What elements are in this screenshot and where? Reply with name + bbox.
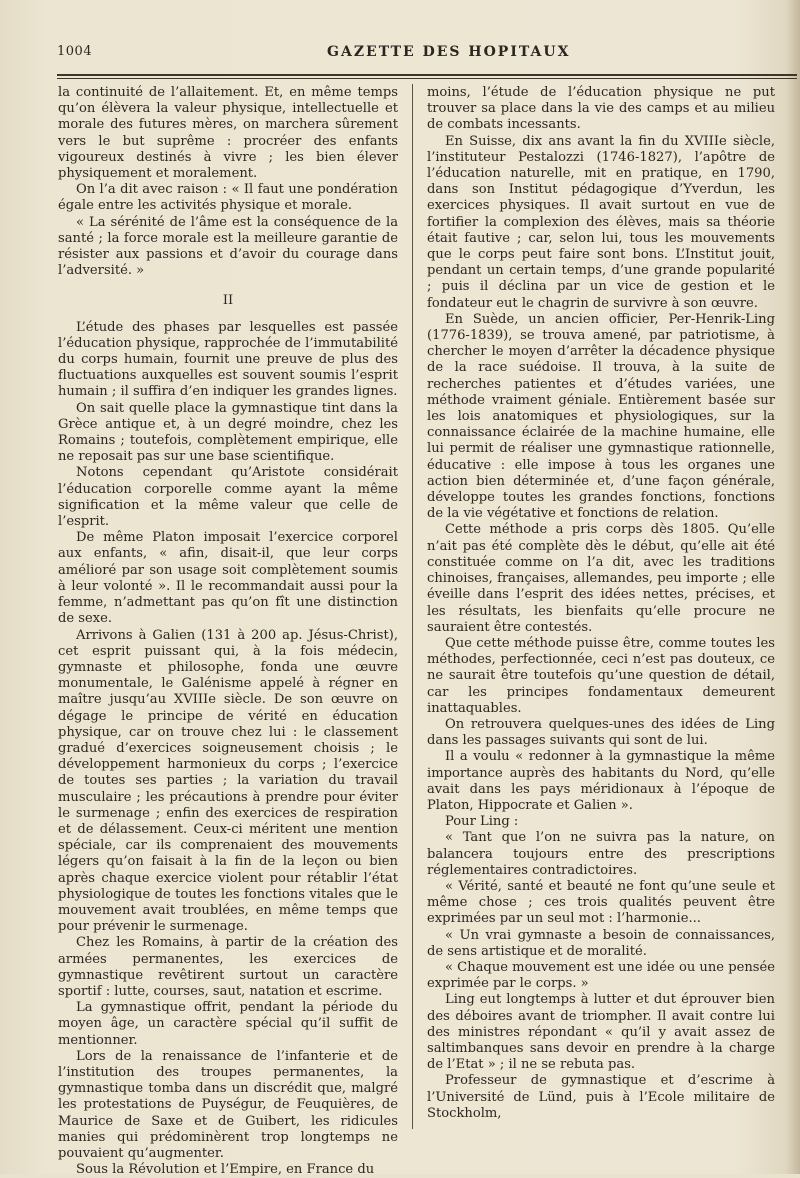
paragraph: De même Platon imposait l’exercice corporel aux enfants, « afin, disait-il, que leur corps amélioré par son usage soit complètement soumis à leur volonté ». Il le recommandait aussi pour la femme, n’admettant pas qu’on fît une distinction de sexe.: [58, 530, 398, 627]
paragraph: Chez les Romains, à partir de la création des armées permanentes, les exercices de gymnastique revêtirent surtout un caractère sportif : lutte, courses, saut, natation et escrime.: [58, 935, 398, 999]
header-rule-thick: [57, 74, 797, 76]
right-column: [427, 85, 775, 1122]
paragraph: En Suisse, dix ans avant la fin du XVIIIe siècle, l’instituteur Pestalozzi (1746-1827), l’apôtre de l’éducation naturelle, mit en pratique, en 1790, dans son Institut pédagogique d’Yverdun, les exercices physiques. Il avait surtout en vue de fortifier la complexion des élèves, mais sa théorie était fautive ; car, selon lui, tous les mouvements que le corps peut faire sont bons. L’Institut jouit, pendant un certain temps, d’une grande popularité ; puis il déclina par un vice de gestion et le fondateur eut le chagrin de survivre à son œuvre.: [427, 133, 775, 311]
paragraph: moins, l’étude de l’éducation physique ne put trouver sa place dans la vie des camps et au milieu de combats incessants.: [427, 85, 775, 133]
paragraph: Arrivons à Galien (131 à 200 ap. Jésus-Christ), cet esprit puissant qui, à la fois médecin, gymnaste et philosophe, fonda une œuvre monumentale, le Galénisme appelé à régner en maître jusqu’au XVIIIe siècle. De son œuvre on dégage le principe de vérité en éducation physique, car on trouve chez lui : le classement gradué d’exercices soigneusement choisis ; le développement harmonieux du corps ; l’exercice de toutes ses parties ; la variation du travail musculaire ; les précautions à prendre pour éviter le surmenage ; enfin des exercices de respiration et de délassement. Ceux-ci méritent une mention spéciale, car ils comprenaient des mouvements légers qu’on faisait à la fin de la leçon ou bien après chaque exercice violent pour rétablir l’état physiologique de toutes les fonctions vitales que le mouvement avait troublées, en même temps que pour prévenir le surmenage.: [58, 627, 398, 935]
page-header: [57, 40, 797, 70]
paragraph: « Un vrai gymnaste a besoin de connaissances, de sens artistique et de moralité.: [427, 927, 775, 959]
paragraph: La gymnastique offrit, pendant la période du moyen âge, un caractère spécial qu’il suffit de mentionner.: [58, 1000, 398, 1048]
paragraph: Professeur de gymnastique et d’escrime à l’Université de Lünd, puis à l’Ecole militaire de Stockholm,: [427, 1073, 775, 1121]
paragraph: Cette méthode a pris corps dès 1805. Qu’elle n’ait pas été complète dès le début, qu’elle ait été constituée comme on l’a dit, avec les traditions chinoises, françaises, allemandes, peu importe ; elle éveille dans l’esprit des idées nettes, précises, et les résultats, les bienfaits qu’elle procure ne sauraient être contestés.: [427, 522, 775, 635]
column-divider: [412, 84, 413, 1129]
paragraph: Notons cependant qu’Aristote considérait l’éducation corporelle comme ayant la même signification et la même valeur que celle de l’esprit.: [58, 465, 398, 530]
paragraph: Ling eut longtemps à lutter et dut éprouver bien des déboires avant de triompher. Il avait contre lui des ministres répondant « qu’il y avait assez de saltimbanques sans devoir en prendre à la charge de l’Etat » ; il ne se rebuta pas.: [427, 992, 775, 1073]
page-number: 1004: [57, 44, 93, 59]
page-edge-shadow: [786, 0, 800, 1174]
paragraph: Pour Ling :: [445, 814, 519, 830]
header-rule-thin: [57, 78, 797, 79]
paragraph: « Vérité, santé et beauté ne font qu’une seule et même chose ; ces trois qualités peuvent être exprimées par un seul mot : l’harmonie...: [427, 878, 775, 927]
paragraph: Que cette méthode puisse être, comme toutes les méthodes, perfectionnée, ceci n’est pas douteux, ce ne saurait être toutefois qu’une question de détail, car les principes fondamentaux demeurent inattaquables.: [427, 635, 775, 716]
paragraph: Sous la Révolution et l’Empire, en France du: [76, 1162, 375, 1178]
paragraph: En Suède, un ancien officier, Per-Henrik-Ling (1776-1839), se trouva amené, par patriotisme, à chercher le moyen d’arrêter la décadence physique de la race suédoise. Il trouva, à la suite de recherches patientes et d’études variées, une méthode vraiment géniale. Entièrement basée sur les lois anatomiques et physiologiques, sur la connaissance éclairée de la machine humaine, elle lui permit de réaliser une gymnastique rationnelle, éducative : elle impose à tous les organes une action bien déterminée et, d’une façon générale, développe toutes les grandes fonctions, fonctions de la vie végétative et fonctions de relation.: [427, 311, 775, 522]
paragraph: On l’a dit avec raison : « Il faut une pondération égale entre les activités physique et morale.: [58, 182, 398, 214]
paragraph: la continuité de l’allaitement. Et, en même temps qu’on élèvera la valeur physique, intellectuelle et morale des futures mères, on marchera sûrement vers le but suprême : procréer des enfants vigoureux destinés à vivre ; les bien élever physiquement et moralement.: [58, 85, 398, 182]
paragraph: « Chaque mouvement est une idée ou une pensée exprimée par le corps. »: [427, 959, 775, 992]
left-column: [58, 85, 398, 1178]
paragraph: Lors de la renaissance de l’infanterie et de l’institution des troupes permanentes, la gymnastique tomba dans un discrédit que, malgré les protestations de Puységur, de Feuquières, de Maurice de Saxe et de Guibert, les ridicules manies qui prédominèrent trop longtemps ne pouvaient qu’augmenter.: [58, 1048, 398, 1161]
paragraph: Il a voulu « redonner à la gymnastique la même importance auprès des habitants du Nord, qu’elle avait dans les pays méridionaux à l’époque de Platon, Hippocrate et Galien ».: [427, 749, 775, 813]
paragraph: On retrouvera quelques-unes des idées de Ling dans les passages suivants qui sont de lui.: [427, 716, 775, 749]
paragraph: On sait quelle place la gymnastique tint dans la Grèce antique et, à un degré moindre, chez les Romains ; toutefois, complètement empirique, elle ne reposait pas sur une base scientifique.: [58, 400, 398, 465]
paragraph: « La sérénité de l’âme est la conséquence de la santé ; la force morale est la meilleure garantie de résister aux passions et d’avoir du courage dans l’adversité. »: [58, 214, 398, 279]
section-heading: II: [222, 293, 234, 309]
running-title: GAZETTE DES HOPITAUX: [327, 44, 571, 60]
paragraph: « Tant que l’on ne suivra pas la nature, on balancera toujours entre des prescriptions réglementaires contradictoires.: [427, 830, 775, 878]
paragraph: L’étude des phases par lesquelles est passée l’éducation physique, rapprochée de l’immutabilité du corps humain, fournit une preuve de plus des fluctuations auxquelles est souvent soumis l’esprit humain ; il suffira d’en indiquer les grandes lignes.: [58, 319, 398, 400]
